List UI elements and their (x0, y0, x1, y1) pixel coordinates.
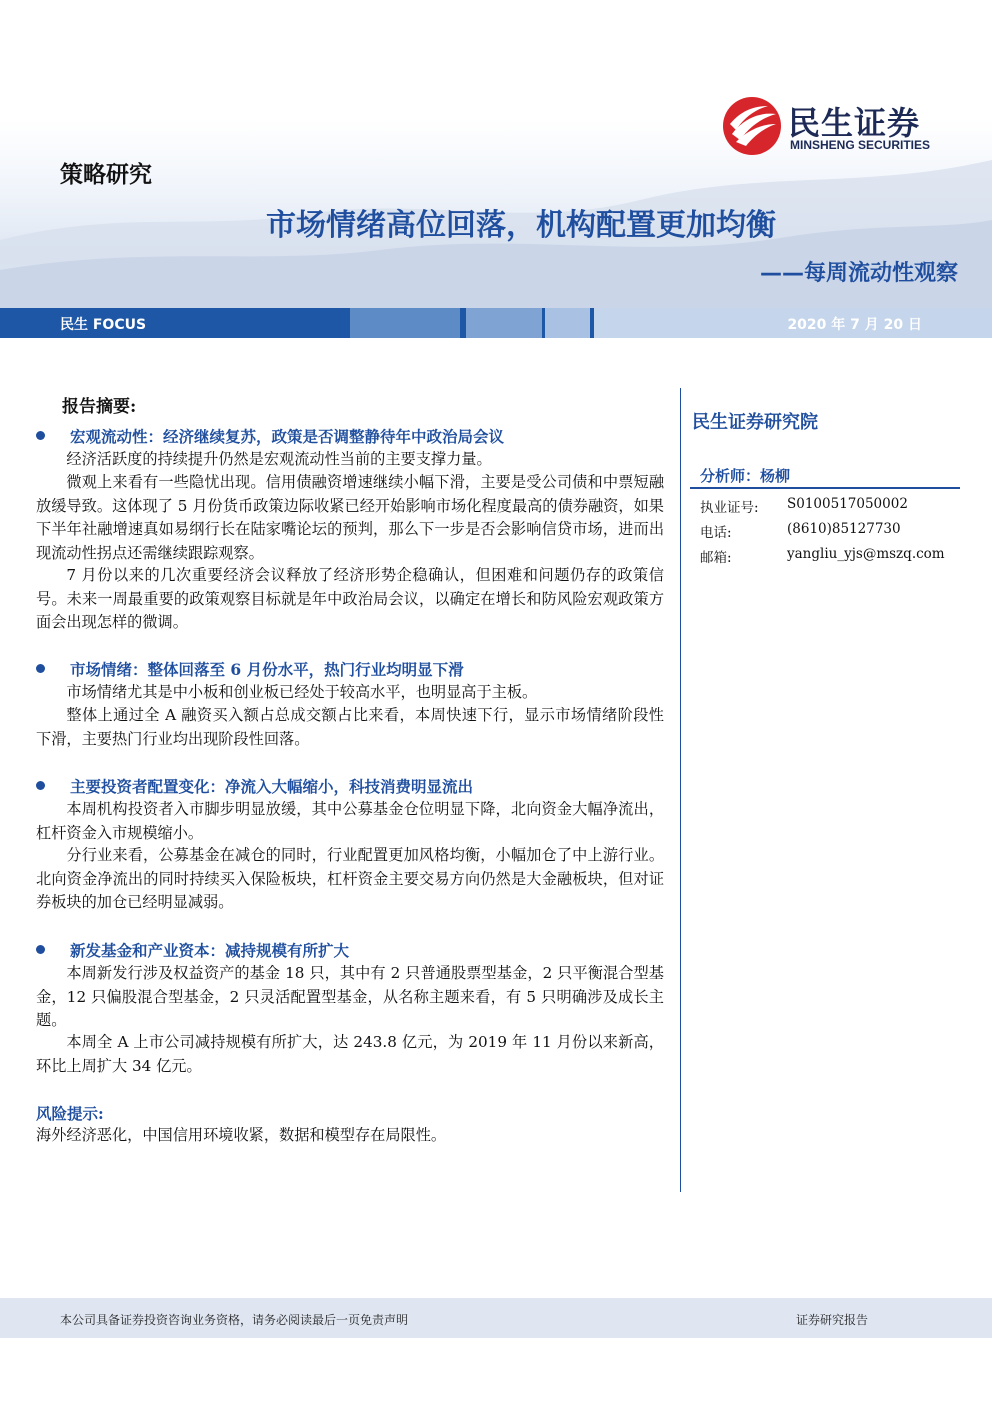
risk-heading: 风险提示: (36, 1104, 104, 1123)
risk-text: 海外经济恶化，中国信用环境收紧，数据和模型存在局限性。 (36, 1126, 447, 1144)
footer-doc-type: 证券研究报告 (795, 1313, 868, 1327)
paragraph: 分行业来看，公募基金在减仓的同时，行业配置更加风格均衡，小幅加仓了中上游行业。北向资金净流出的同时持续买入保险板块，杠杆资金主要交易方向仍然是大金融板块，但对证券板块的加仓已经明显减弱。 (36, 846, 664, 911)
section-heading: 新发基金和产业资本：减持规模有所扩大 (70, 941, 350, 960)
logo-english-name: MINSHENG SECURITIES (790, 138, 931, 152)
email-label: 邮箱: (700, 550, 732, 566)
company-logo (722, 96, 962, 156)
paragraph: 本周机构投资者入市脚步明显放缓，其中公募基金仓位明显下降，北向资金大幅净流出，杠杆资金入市规模缩小。 (36, 800, 664, 842)
email-value[interactable]: yangliu_yjs@mszq.com (787, 546, 945, 562)
bullet-icon (36, 781, 45, 790)
report-category: 策略研究 (60, 162, 152, 188)
analyst-underline (690, 487, 960, 489)
paragraph: 市场情绪尤其是中小板和创业板已经处于较高水平，也明显高于主板。 (66, 683, 538, 701)
footer-disclaimer: 本公司具备证券投资咨询业务资格，请务必阅读最后一页免责声明 (60, 1313, 409, 1327)
paragraph: 本周全 A 上市公司减持规模有所扩大，达 243.8 亿元，为 2019 年 11 月份以来新高，环比上周扩大 34 亿元。 (36, 1033, 664, 1075)
analyst-name: 分析师：杨柳 (700, 467, 791, 485)
license-value: S0100517050002 (787, 496, 908, 512)
bullet-icon (36, 431, 45, 440)
phone-label: 电话: (700, 525, 732, 541)
header-band (0, 308, 992, 338)
paragraph: 本周新发行涉及权益资产的基金 18 只，其中有 2 只普通股票型基金，2 只平衡混合型基金，12 只偏股混合型基金，2 只灵活配置型基金，从名称主题来看，有 5 只明确涉及成长主题。 (36, 964, 664, 1029)
report-title: 市场情绪高位回落，机构配置更加均衡 (266, 208, 776, 243)
band-segment (466, 308, 542, 338)
paragraph: 微观上来看有一些隐忧出现。信用债融资增速继续小幅下滑，主要是受公司债和中票短融放缓导致。这体现了 5 月份货币政策边际收紧已经开始影响市场化程度最高的债券融资，如果下半年社融增速真如易纲行长在陆家嘴论坛的预判，那么下一步是否会影响信贷市场，进而出现流动性拐点还需继续跟踪观察。 (36, 473, 664, 562)
institute-name: 民生证券研究院 (692, 412, 818, 433)
bullet-icon (36, 945, 45, 954)
section-heading: 市场情绪：整体回落至 6 月份水平，热门行业均明显下滑 (70, 660, 464, 679)
abstract-heading: 报告摘要: (62, 397, 137, 417)
footer-bar (0, 1298, 992, 1338)
phone-value: (8610)85127730 (787, 521, 901, 537)
section-heading: 主要投资者配置变化：净流入大幅缩小，科技消费明显流出 (70, 777, 474, 796)
license-label: 执业证号: (700, 500, 759, 516)
column-divider (680, 388, 681, 1192)
section-heading: 宏观流动性：经济继续复苏，政策是否调整静待年中政治局会议 (70, 427, 505, 446)
band-segment (545, 308, 590, 338)
band-segment (350, 308, 460, 338)
paragraph: 经济活跃度的持续提升仍然是宏观流动性当前的主要支撑力量。 (66, 450, 492, 468)
report-subtitle: ——每周流动性观察 (759, 261, 958, 286)
report-date: 2020 年 7 月 20 日 (787, 317, 922, 333)
logo-chinese-name: 民生证券 (788, 104, 921, 142)
paragraph: 7 月份以来的几次重要经济会议释放了经济形势企稳确认，但困难和问题仍存的政策信号。未来一周最重要的政策观察目标就是年中政治局会议，以确定在增长和防风险宏观政策方面会出现怎样的微调。 (36, 566, 664, 631)
band-left-label: 民生 FOCUS (60, 317, 147, 333)
bullet-icon (36, 664, 45, 673)
minsheng-swoosh-logo-icon (722, 96, 782, 156)
paragraph: 整体上通过全 A 融资买入额占总成交额占比来看，本周快速下行，显示市场情绪阶段性下滑，主要热门行业均出现阶段性回落。 (36, 706, 664, 748)
